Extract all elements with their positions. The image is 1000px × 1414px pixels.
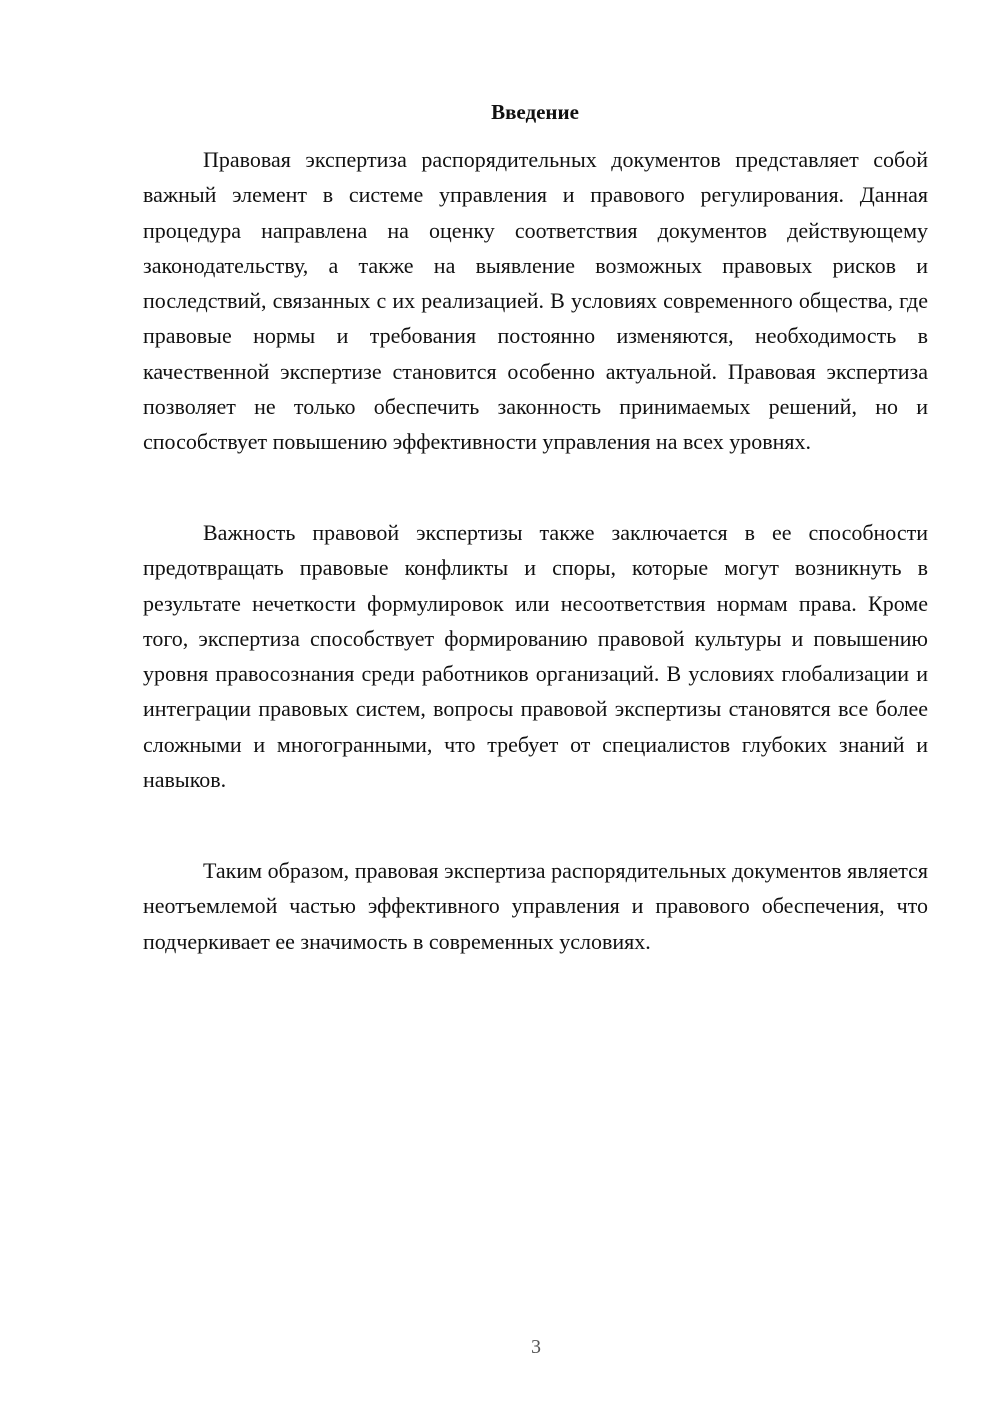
paragraph-2: Важность правовой экспертизы также заключается в ее способности предотвращать правовые конфликты и споры, которые могут возникнуть в результате нечеткости формулировок или несоответствия нормам права. Кроме того, экспертиза способствует формированию правовой культуры и повышению уровня правосознания среди работников организаций. В условиях глобализации и интеграции правовых систем, вопросы правовой экспертизы становятся все более сложными и многогранными, что требует от специалистов глубоких знаний и навыков. bbox=[143, 520, 928, 793]
paragraph-3: Таким образом, правовая экспертиза распорядительных документов является неотъемлемой частью эффективного управления и правового обеспечения, что подчеркивает ее значимость в современных условиях. bbox=[143, 858, 928, 954]
paragraph-3-block bbox=[143, 853, 928, 959]
paragraph-2-block bbox=[143, 515, 928, 797]
page-number: 3 bbox=[531, 1336, 541, 1358]
paragraph-1-block bbox=[143, 142, 928, 460]
section-heading: Введение bbox=[491, 100, 579, 124]
paragraph-1: Правовая экспертиза распорядительных документов представляет собой важный элемент в системе управления и правового регулирования. Данная процедура направлена на оценку соответствия документов действующему законодательству, а также на выявление возможных правовых рисков и последствий, связанных с их реализацией. В условиях современного общества, где правовые нормы и требования постоянно изменяются, необходимость в качественной экспертизе становится особенно актуальной. Правовая экспертиза позволяет не только обеспечить законность принимаемых решений, но и способствует повышению эффективности управления на всех уровнях. bbox=[143, 147, 928, 455]
